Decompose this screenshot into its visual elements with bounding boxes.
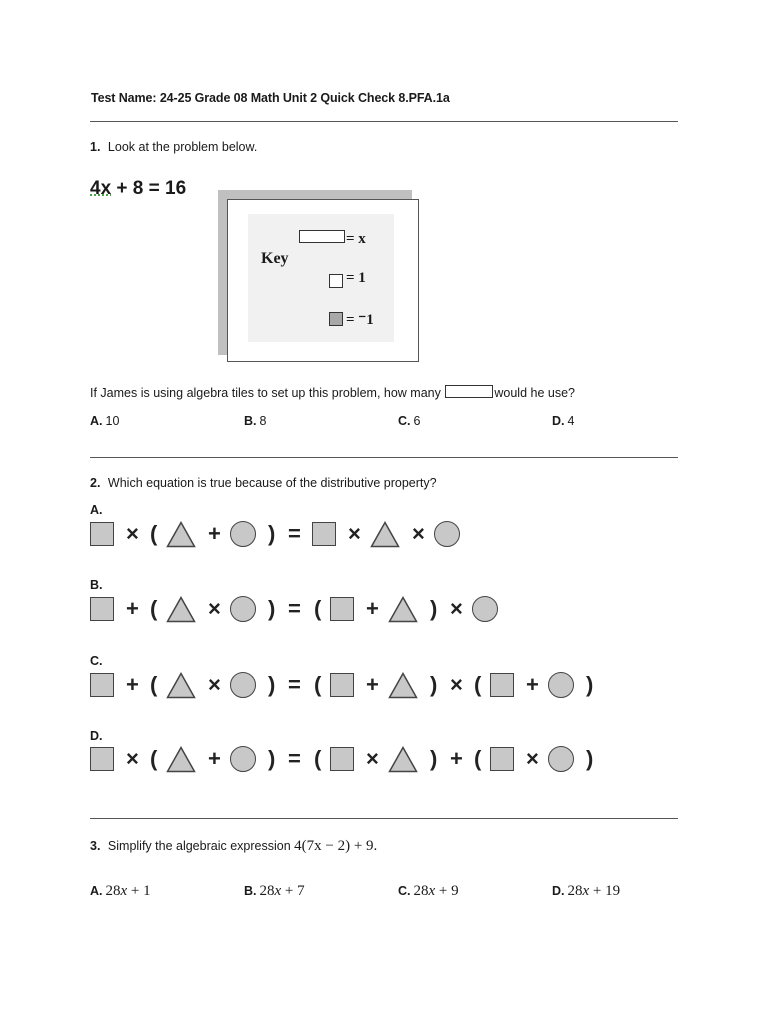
right-paren: ) bbox=[268, 596, 276, 621]
square-shape bbox=[330, 747, 354, 771]
times-symbol: × bbox=[450, 596, 463, 621]
equation bbox=[90, 178, 186, 200]
triangle-shape bbox=[388, 672, 418, 699]
option-d-letter: D. bbox=[90, 729, 103, 743]
choice-text: 10 bbox=[105, 414, 120, 428]
equals-symbol: = bbox=[288, 596, 301, 621]
question-1-prompt bbox=[90, 140, 257, 154]
equals-symbol: = bbox=[288, 521, 301, 546]
constant-term: + 7 bbox=[281, 883, 305, 899]
right-paren: ) bbox=[586, 746, 594, 771]
variable: x bbox=[120, 883, 128, 899]
choice-letter: D. bbox=[552, 884, 565, 898]
right-paren: ) bbox=[430, 672, 438, 697]
x-tile-label: = x bbox=[346, 231, 366, 247]
triangle-shape bbox=[166, 746, 196, 773]
constant-term: + 19 bbox=[589, 883, 621, 899]
circle-shape bbox=[230, 521, 256, 547]
circle-shape bbox=[548, 746, 574, 772]
plus-symbol: + bbox=[366, 672, 379, 697]
square-shape bbox=[90, 597, 114, 621]
left-paren: ( bbox=[150, 596, 158, 621]
times-symbol: × bbox=[366, 746, 379, 771]
square-shape bbox=[490, 673, 514, 697]
variable: x bbox=[428, 883, 436, 899]
right-paren: ) bbox=[268, 521, 276, 546]
question-3-prompt bbox=[90, 838, 377, 855]
plus-symbol: + bbox=[208, 521, 221, 546]
option-c-letter: C. bbox=[90, 654, 103, 668]
right-paren: ) bbox=[430, 596, 438, 621]
times-symbol: × bbox=[450, 672, 463, 697]
choice-letter: A. bbox=[90, 884, 103, 898]
choice-d[interactable] bbox=[552, 414, 574, 428]
question-stem-after: would he use? bbox=[494, 386, 575, 400]
question-1-stem bbox=[90, 385, 575, 400]
coefficient: 28 bbox=[413, 883, 429, 899]
left-paren: ( bbox=[150, 746, 158, 771]
triangle-shape bbox=[388, 746, 418, 773]
choice-b[interactable] bbox=[244, 414, 266, 428]
choice-text: 6 bbox=[413, 414, 421, 428]
x-tile-icon bbox=[299, 230, 345, 243]
question-stem-before: If James is using algebra tiles to set up this problem, how many bbox=[90, 386, 441, 400]
choice-b[interactable] bbox=[244, 883, 305, 900]
circle-shape bbox=[230, 672, 256, 698]
choice-letter: B. bbox=[244, 414, 257, 428]
square-shape bbox=[90, 747, 114, 771]
plus-symbol: + bbox=[366, 596, 379, 621]
coefficient: 28 bbox=[259, 883, 275, 899]
question-text: Look at the problem below. bbox=[107, 140, 258, 154]
times-symbol: × bbox=[208, 596, 221, 621]
question-2-prompt bbox=[90, 476, 437, 490]
choice-letter: C. bbox=[398, 884, 411, 898]
equals-symbol: = bbox=[288, 672, 301, 697]
circle-shape bbox=[230, 746, 256, 772]
square-shape bbox=[90, 522, 114, 546]
times-symbol: × bbox=[126, 521, 139, 546]
equation-variable-term: 4x bbox=[90, 178, 112, 199]
constant-term: + 9 bbox=[435, 883, 459, 899]
option-a-letter: A. bbox=[90, 503, 103, 517]
square-shape bbox=[330, 597, 354, 621]
variable: x bbox=[274, 883, 282, 899]
divider bbox=[90, 121, 678, 122]
equation-rest: + 8 = 16 bbox=[111, 178, 187, 199]
math-expression: 4(7x − 2) + 9. bbox=[294, 838, 378, 854]
plus-symbol: + bbox=[526, 672, 539, 697]
equals-symbol: = bbox=[288, 746, 301, 771]
left-paren: ( bbox=[314, 596, 322, 621]
right-paren: ) bbox=[268, 672, 276, 697]
plus-symbol: + bbox=[126, 672, 139, 697]
question-text: Simplify the algebraic expression bbox=[107, 839, 291, 853]
divider bbox=[90, 457, 678, 458]
triangle-shape bbox=[370, 521, 400, 548]
circle-shape bbox=[548, 672, 574, 698]
choice-c[interactable] bbox=[398, 883, 459, 900]
square-shape bbox=[330, 673, 354, 697]
plus-symbol: + bbox=[450, 746, 463, 771]
question-number: 1. bbox=[90, 140, 101, 154]
negative-unit-tile-icon bbox=[329, 312, 343, 326]
negative-unit-tile-label: = ⁻1 bbox=[346, 312, 374, 328]
square-shape bbox=[312, 522, 336, 546]
choice-letter: B. bbox=[244, 884, 257, 898]
coefficient: 28 bbox=[567, 883, 583, 899]
choice-d[interactable] bbox=[552, 883, 620, 900]
choice-a[interactable] bbox=[90, 883, 151, 900]
circle-shape bbox=[434, 521, 460, 547]
right-paren: ) bbox=[586, 672, 594, 697]
option-b-letter: B. bbox=[90, 578, 103, 592]
key-title: Key bbox=[261, 250, 289, 267]
triangle-shape bbox=[388, 596, 418, 623]
triangle-shape bbox=[166, 521, 196, 548]
left-paren: ( bbox=[474, 746, 482, 771]
coefficient: 28 bbox=[105, 883, 121, 899]
choice-letter: A. bbox=[90, 414, 103, 428]
question-text: Which equation is true because of the distributive property? bbox=[107, 476, 437, 490]
choice-text: 8 bbox=[259, 414, 267, 428]
times-symbol: × bbox=[348, 521, 361, 546]
choice-c[interactable] bbox=[398, 414, 420, 428]
left-paren: ( bbox=[150, 521, 158, 546]
test-name: Test Name: 24-25 Grade 08 Math Unit 2 Quick Check 8.PFA.1a bbox=[91, 91, 450, 105]
circle-shape bbox=[472, 596, 498, 622]
choice-letter: C. bbox=[398, 414, 411, 428]
x-tile-icon bbox=[445, 385, 493, 398]
question-number: 2. bbox=[90, 476, 101, 490]
unit-tile-icon bbox=[329, 274, 343, 288]
question-number: 3. bbox=[90, 839, 101, 853]
choice-a[interactable] bbox=[90, 414, 119, 428]
plus-symbol: + bbox=[126, 596, 139, 621]
variable: x bbox=[582, 883, 590, 899]
left-paren: ( bbox=[150, 672, 158, 697]
divider bbox=[90, 818, 678, 819]
times-symbol: × bbox=[126, 746, 139, 771]
choice-letter: D. bbox=[552, 414, 565, 428]
times-symbol: × bbox=[412, 521, 425, 546]
triangle-shape bbox=[166, 672, 196, 699]
plus-symbol: + bbox=[208, 746, 221, 771]
times-symbol: × bbox=[526, 746, 539, 771]
square-shape bbox=[490, 747, 514, 771]
left-paren: ( bbox=[314, 746, 322, 771]
right-paren: ) bbox=[268, 746, 276, 771]
left-paren: ( bbox=[314, 672, 322, 697]
circle-shape bbox=[230, 596, 256, 622]
choice-text: 4 bbox=[567, 414, 575, 428]
square-shape bbox=[90, 673, 114, 697]
times-symbol: × bbox=[208, 672, 221, 697]
constant-term: + 1 bbox=[127, 883, 151, 899]
unit-tile-label: = 1 bbox=[346, 270, 366, 286]
right-paren: ) bbox=[430, 746, 438, 771]
left-paren: ( bbox=[474, 672, 482, 697]
triangle-shape bbox=[166, 596, 196, 623]
